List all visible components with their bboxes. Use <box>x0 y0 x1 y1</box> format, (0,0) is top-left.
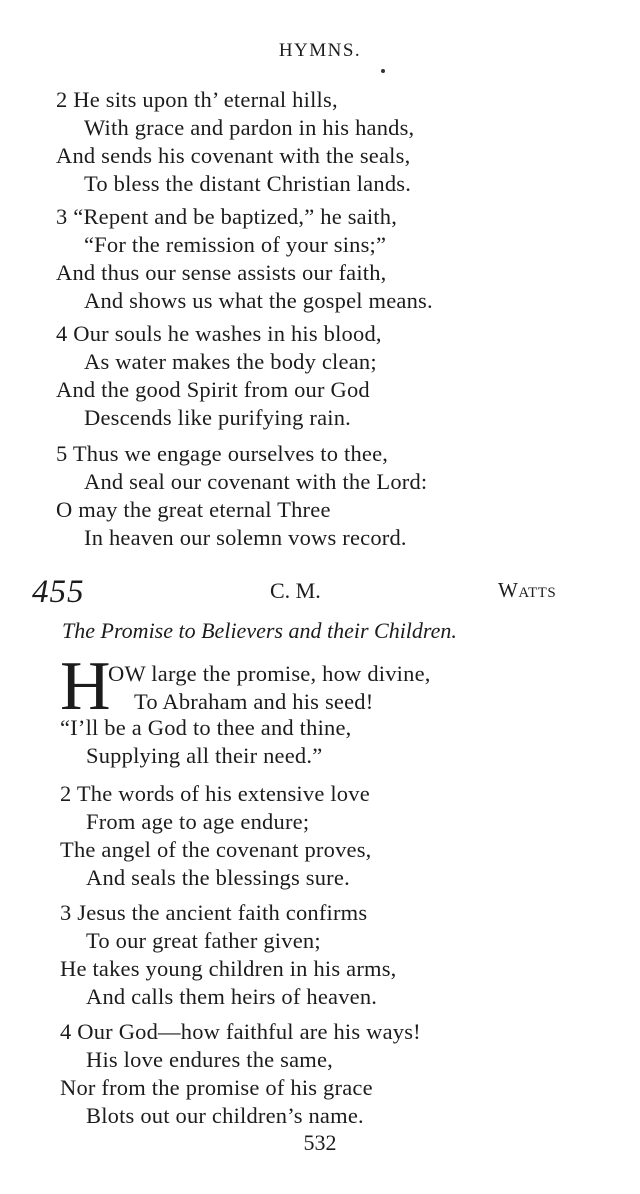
stanza-line: The angel of the covenant proves, <box>60 837 372 862</box>
stanza-line: And sends his covenant with the seals, <box>56 143 411 168</box>
running-head: HYMNS. <box>278 40 362 61</box>
stanza-line: And seal our covenant with the Lord: <box>84 469 428 494</box>
stanza-line: From age to age endure; <box>86 809 310 834</box>
hymn-author: Watts <box>498 578 557 602</box>
stanza-line: He takes young children in his arms, <box>60 956 397 981</box>
stanza-line: 2 He sits upon th’ eternal hills, <box>56 87 338 112</box>
hymn-meter: C. M. <box>270 578 321 603</box>
stanza-line: “For the remission of your sins;” <box>84 232 387 257</box>
stanza-line: “I’ll be a God to thee and thine, <box>60 715 352 740</box>
stanza-line: Nor from the promise of his grace <box>60 1075 373 1100</box>
stanza-line: To Abraham and his seed! <box>134 689 374 714</box>
stanza-line: And shows us what the gospel means. <box>84 288 433 313</box>
stanza-line: Blots out our children’s name. <box>86 1103 364 1128</box>
hymn-title: The Promise to Believers and their Children. <box>62 618 457 643</box>
stanza-line: Descends like purifying rain. <box>84 405 351 430</box>
stanza-line: OW large the promise, how divine, <box>108 661 431 686</box>
stanza-line: In heaven our solemn vows record. <box>84 525 407 550</box>
stanza-line: 2 The words of his extensive love <box>60 781 370 806</box>
stanza-line: 4 Our souls he washes in his blood, <box>56 321 382 346</box>
stanza-line: 3 Jesus the ancient faith confirms <box>60 900 368 925</box>
stanza-line: And the good Spirit from our God <box>56 377 370 402</box>
stanza-line: His love endures the same, <box>86 1047 334 1072</box>
hymn-number: 455 <box>32 574 85 610</box>
stanza-line: 5 Thus we engage ourselves to thee, <box>56 441 389 466</box>
stanza-line: To bless the distant Christian lands. <box>84 171 412 196</box>
stanza-line: Supplying all their need.” <box>86 743 323 768</box>
drop-cap: H <box>60 648 111 725</box>
stanza-line: O may the great eternal Three <box>56 497 331 522</box>
page-number: 532 <box>303 1130 337 1155</box>
stanza-line: And calls them heirs of heaven. <box>86 984 378 1009</box>
print-speck <box>381 69 385 73</box>
stanza-line: 3 “Repent and be baptized,” he saith, <box>56 204 398 229</box>
stanza-line: And seals the blessings sure. <box>86 865 350 890</box>
stanza-line: 4 Our God—how faithful are his ways! <box>60 1019 421 1044</box>
stanza-line: With grace and pardon in his hands, <box>84 115 415 140</box>
stanza-line: To our great father given; <box>86 928 321 953</box>
stanza-line: As water makes the body clean; <box>84 349 377 374</box>
stanza-line: And thus our sense assists our faith, <box>56 260 387 285</box>
